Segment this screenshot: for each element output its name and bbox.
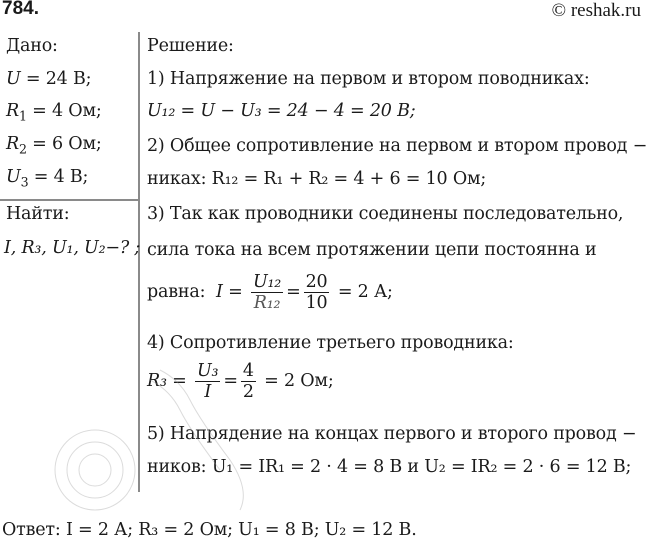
problem-number: 784. [2,0,39,19]
step2-text: 2) Общее сопротивление на первом и втором провод − [147,136,648,156]
given-item: $U_3 = 4$ В; [6,167,89,190]
given-title: Дано: [6,36,58,56]
given-item: U = 24 В; [6,69,92,89]
column-divider [138,32,140,492]
given-find-divider [0,199,139,201]
find-title: Найти: [6,204,70,224]
step5-text: 5) Напрядение на концах первого и второго провод − [147,424,637,444]
solution-title: Решение: [147,36,234,56]
step4-formula: R₃ = $\frac{\text{U₃}}{I}$ = $\frac{4}{2}$ = 2 Ом; [147,361,334,402]
watermark-text: © reshak.ru [551,0,641,21]
step3-text2: сила тока на всем протяжении цепи постоянна и [147,240,597,260]
step3-formula: равна: I = $\frac{\text{U₁₂}}{\text{R₁₂}}$ = $\frac{20}{10}$ = 2 А; [147,272,393,313]
step5-formula: ников: U₁ = IR₁ = 2 · 4 = 8 В и U₂ = IR₂ = 2 · 6 = 12 В; [147,457,632,477]
find-text: I, R₃, U₁, U₂−? ; [4,238,141,258]
step2-formula: никах: R₁₂ = R₁ + R₂ = 4 + 6 = 10 Ом; [147,169,487,189]
given-item: $R_2 = 6$ Ом; [6,134,102,157]
answer-line: Ответ: I = 2 А; R₃ = 2 Ом; U₁ = 8 В; U₂ = 12 В. [2,520,417,540]
given-item: $R_1 = 4$ Ом; [6,101,102,124]
step1-text: 1) Напряжение на первом и втором поводниках: [147,69,590,89]
step3-text1: 3) Так как проводники соединены последовательно, [147,204,624,224]
step1-formula: U₁₂ = U − U₃ = 24 − 4 = 20 В; [147,101,416,121]
step4-text: 4) Сопротивление третьего проводника: [147,333,514,353]
